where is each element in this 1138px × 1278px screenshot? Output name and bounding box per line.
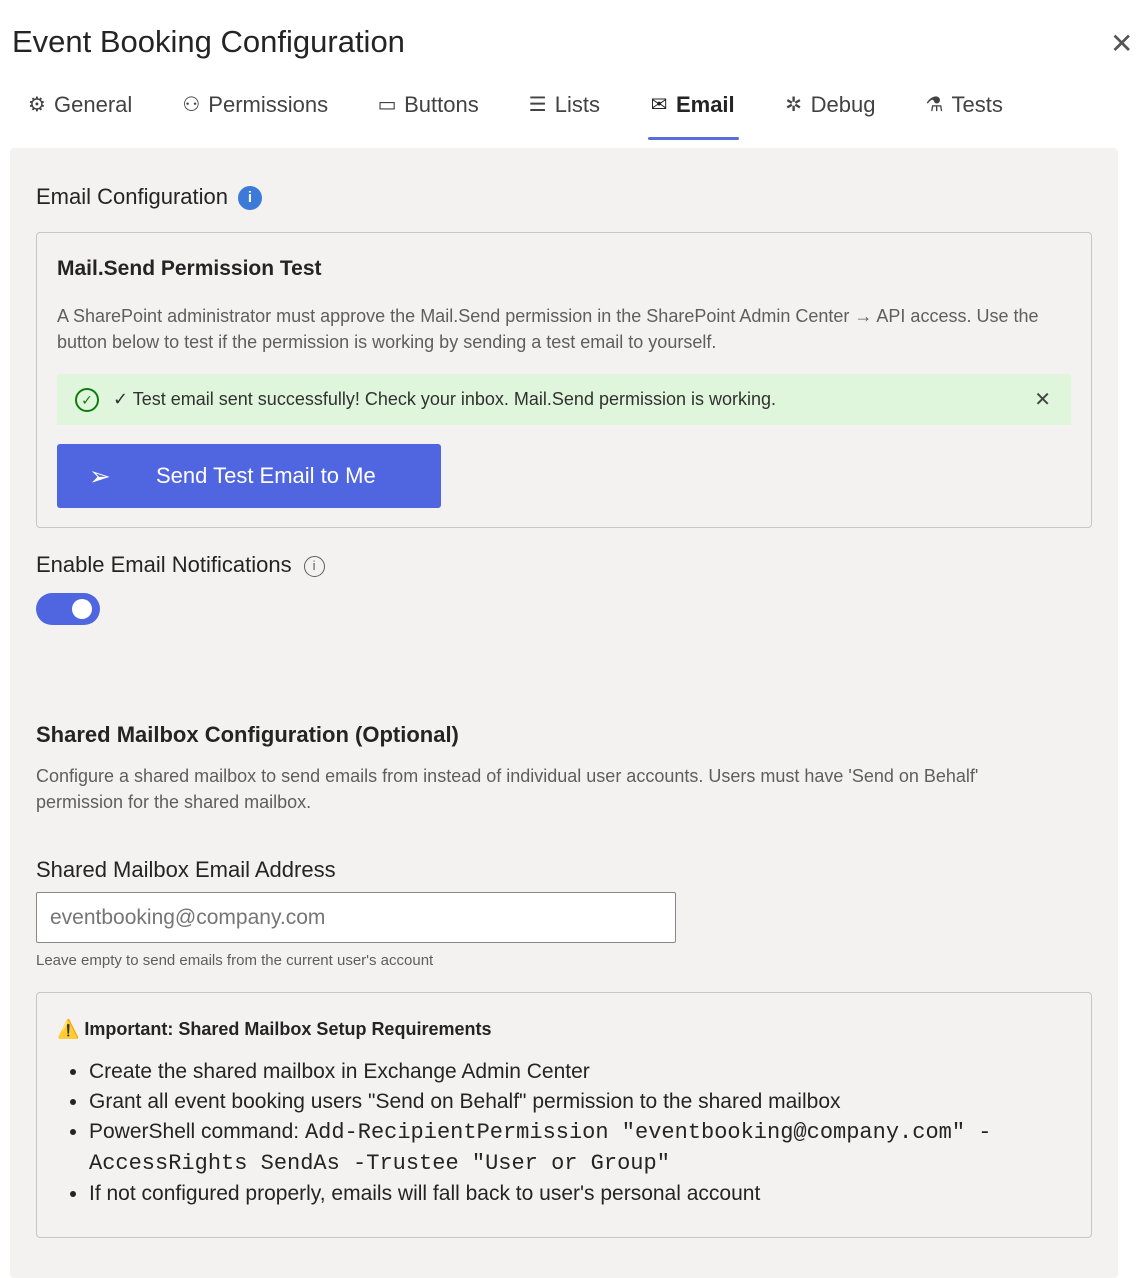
tab-label: Debug	[810, 92, 876, 117]
heading-text: Email Configuration	[36, 184, 228, 209]
requirements-title: ⚠️ Important: Shared Mailbox Setup Requirements	[57, 1019, 492, 1039]
list-item: • If not configured properly, emails will fall back to user's personal account	[89, 1179, 1069, 1209]
dismiss-icon[interactable]: ✕	[1034, 389, 1051, 411]
tab-label: Buttons	[404, 92, 479, 117]
tab-buttons[interactable]	[376, 88, 479, 140]
tab-permissions[interactable]	[180, 88, 328, 140]
check-circle-icon: ✓	[75, 388, 99, 412]
send-test-email-button[interactable]	[57, 444, 441, 508]
shared-mailbox-field-label: Shared Mailbox Email Address	[36, 857, 336, 882]
shared-mailbox-input[interactable]	[36, 892, 676, 943]
tab-label: Permissions	[208, 92, 329, 117]
close-icon[interactable]: ✕	[1110, 28, 1134, 59]
people-lock-icon: ⚇	[182, 94, 201, 116]
button-label: Send Test Email to Me	[156, 463, 376, 488]
label-text: Enable Email Notifications	[36, 552, 292, 577]
requirements-list	[89, 1057, 1069, 1209]
email-config-heading	[36, 184, 262, 210]
test-icon: ⚗	[925, 94, 944, 116]
email-panel	[10, 148, 1118, 1278]
bug-icon: ✲	[785, 94, 803, 116]
info-icon[interactable]: i	[238, 186, 262, 210]
requirements-card	[36, 992, 1092, 1238]
gear-icon: ⚙	[28, 94, 46, 116]
mail-icon: ✉	[650, 94, 668, 116]
mail-send-test-card	[36, 232, 1092, 528]
item-text: PowerShell command:	[89, 1120, 305, 1143]
tab-tests[interactable]	[924, 88, 1003, 140]
success-text: ✓ Test email sent successfully! Check your inbox. Mail.Send permission is working.	[113, 389, 777, 409]
email-notifications-toggle[interactable]	[36, 593, 100, 625]
tab-label: Email	[675, 92, 735, 117]
list-item: • Grant all event booking users "Send on Behalf" permission to the shared mailbox	[89, 1087, 1069, 1117]
tab-label: Lists	[554, 92, 600, 117]
shared-mailbox-description: Configure a shared mailbox to send emails from instead of individual user accounts. Users must have 'Send on Behalf' permission for the shared mailbox.	[36, 766, 979, 812]
tab-label: Tests	[951, 92, 1003, 117]
tab-debug[interactable]	[783, 88, 876, 140]
tab-email[interactable]	[648, 88, 735, 140]
dialog-title: Event Booking Configuration	[12, 24, 405, 59]
shared-mailbox-heading: Shared Mailbox Configuration (Optional)	[36, 722, 459, 747]
powershell-command: Add-RecipientPermission "eventbooking@company.com" -AccessRights SendAs -Trustee "User or Group"	[89, 1120, 992, 1176]
tab-general[interactable]	[26, 88, 132, 140]
tab-label: General	[54, 92, 133, 117]
mail-test-title: Mail.Send Permission Test	[57, 257, 322, 280]
info-icon[interactable]: i	[304, 556, 325, 577]
list-icon: ☰	[528, 94, 547, 116]
success-message-bar	[57, 374, 1071, 425]
shared-mailbox-hint: Leave empty to send emails from the current user's account	[36, 952, 434, 969]
tab-lists[interactable]	[527, 88, 600, 140]
tab-bar	[26, 88, 1051, 140]
email-notifications-label	[36, 552, 325, 578]
list-item	[89, 1117, 1069, 1179]
list-item: • Create the shared mailbox in Exchange Admin Center	[89, 1057, 1069, 1087]
button-icon: ▭	[377, 94, 397, 116]
send-icon: ➢	[89, 460, 111, 491]
mail-test-description: A SharePoint administrator must approve the Mail.Send permission in the SharePoint Admin Center → API access. Use the button below to test if the permission is working by sending a test email to yourself.	[57, 306, 1039, 352]
